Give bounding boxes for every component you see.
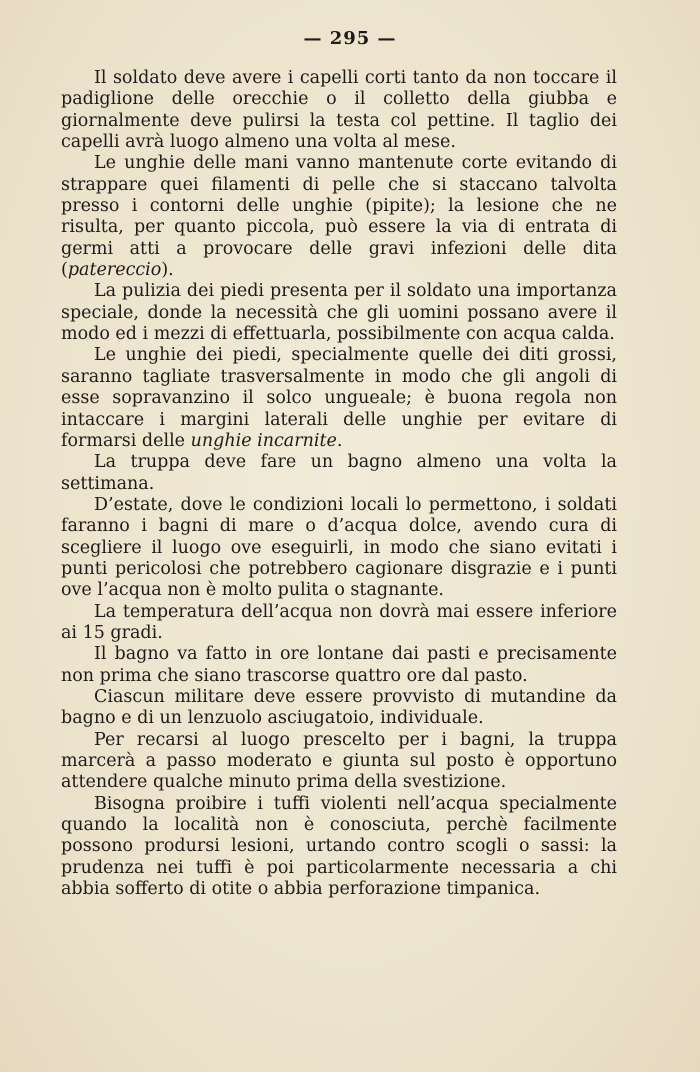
paragraph-unghie-piedi bbox=[61, 345, 617, 452]
paragraph-temperatura bbox=[61, 602, 617, 645]
italic-term: unghie incarnite bbox=[190, 430, 337, 451]
text-run: ). bbox=[161, 260, 174, 281]
text-run: La pulizia dei piedi presenta per il soldato una importanza speciale, donde la necessità che gli uomini possano avere il modo ed i mezzi di effettuarla, possibilmente con acqua calda. bbox=[61, 281, 617, 345]
paragraph-bagno bbox=[61, 452, 617, 495]
paragraph-tuffi bbox=[61, 794, 617, 901]
body-text bbox=[61, 68, 617, 900]
paragraph-estate bbox=[61, 495, 617, 602]
paragraph-ore bbox=[61, 644, 617, 687]
text-run: Per recarsi al luogo prescelto per i bagni, la truppa marcerà a passo moderato e giunta sul posto è opportuno attendere qualche minuto prima della svestizione. bbox=[61, 729, 617, 793]
text-run: Bisogna proibire i tuffi violenti nell’acqua specialmente quando la località non è conosciuta, perchè facilmente possono prodursi lesioni, urtando contro scogli o sassi: la prudenza nei tuffi è poi particolarmente necessaria a chi abbia sofferto di otite o abbia perforazione timpanica. bbox=[61, 793, 617, 900]
page-number: — 295 — bbox=[303, 28, 397, 49]
text-run: Il bagno va fatto in ore lontane dai pasti e precisamente non prima che siano trascorse quattro ore dal pasto. bbox=[61, 644, 617, 686]
text-run: D’estate, dove le condizioni locali lo permettono, i soldati faranno i bagni di mare o d’acqua dolce, avendo cura di scegliere il luogo ove eseguirli, in modo che siano evitati i punti pericolosi che potrebbero cagionare disgrazie e i punti ove l’acqua non è molto pulita o stagnante. bbox=[61, 494, 617, 601]
paragraph-recarsi bbox=[61, 730, 617, 794]
text-run: Le unghie delle mani vanno mantenute corte evitando di strappare quei filamenti di pelle che si staccano talvolta presso i contorni delle unghie (pipite); la lesione che ne risulta, per quanto piccola, può essere la via di entrata di germi atti a provocare delle gravi infezioni delle dita ( bbox=[61, 153, 617, 281]
text-run: La truppa deve fare un bagno almeno una volta la settimana. bbox=[61, 452, 617, 494]
text-run: Le unghie dei piedi, specialmente quelle dei diti grossi, saranno tagliate trasversalmente in modo che gli angoli di esse sopravanzino il solco ungueale; è buona regola non intaccare i margini laterali delle unghie per evitare di formarsi delle bbox=[61, 345, 617, 451]
text-run: . bbox=[336, 430, 343, 451]
paragraph-unghie-mani bbox=[61, 153, 617, 281]
paragraph-piedi bbox=[61, 281, 617, 345]
text-run: Il soldato deve avere i capelli corti tanto da non toccare il padiglione delle orecchie o il colletto della giubba e giornalmente deve pulirsi la testa col pettine. Il taglio dei capelli avrà luogo almeno una volta al mese. bbox=[61, 68, 617, 153]
italic-term: patereccio bbox=[67, 260, 162, 281]
paragraph-capelli bbox=[61, 68, 617, 153]
text-run: Ciascun militare deve essere provvisto di mutandine da bagno e di un lenzuolo asciugatoio, individuale. bbox=[61, 686, 617, 729]
text-run: La temperatura dell’acqua non dovrà mai essere inferiore ai 15 gradi. bbox=[61, 601, 617, 643]
paragraph-mutande bbox=[61, 687, 617, 730]
